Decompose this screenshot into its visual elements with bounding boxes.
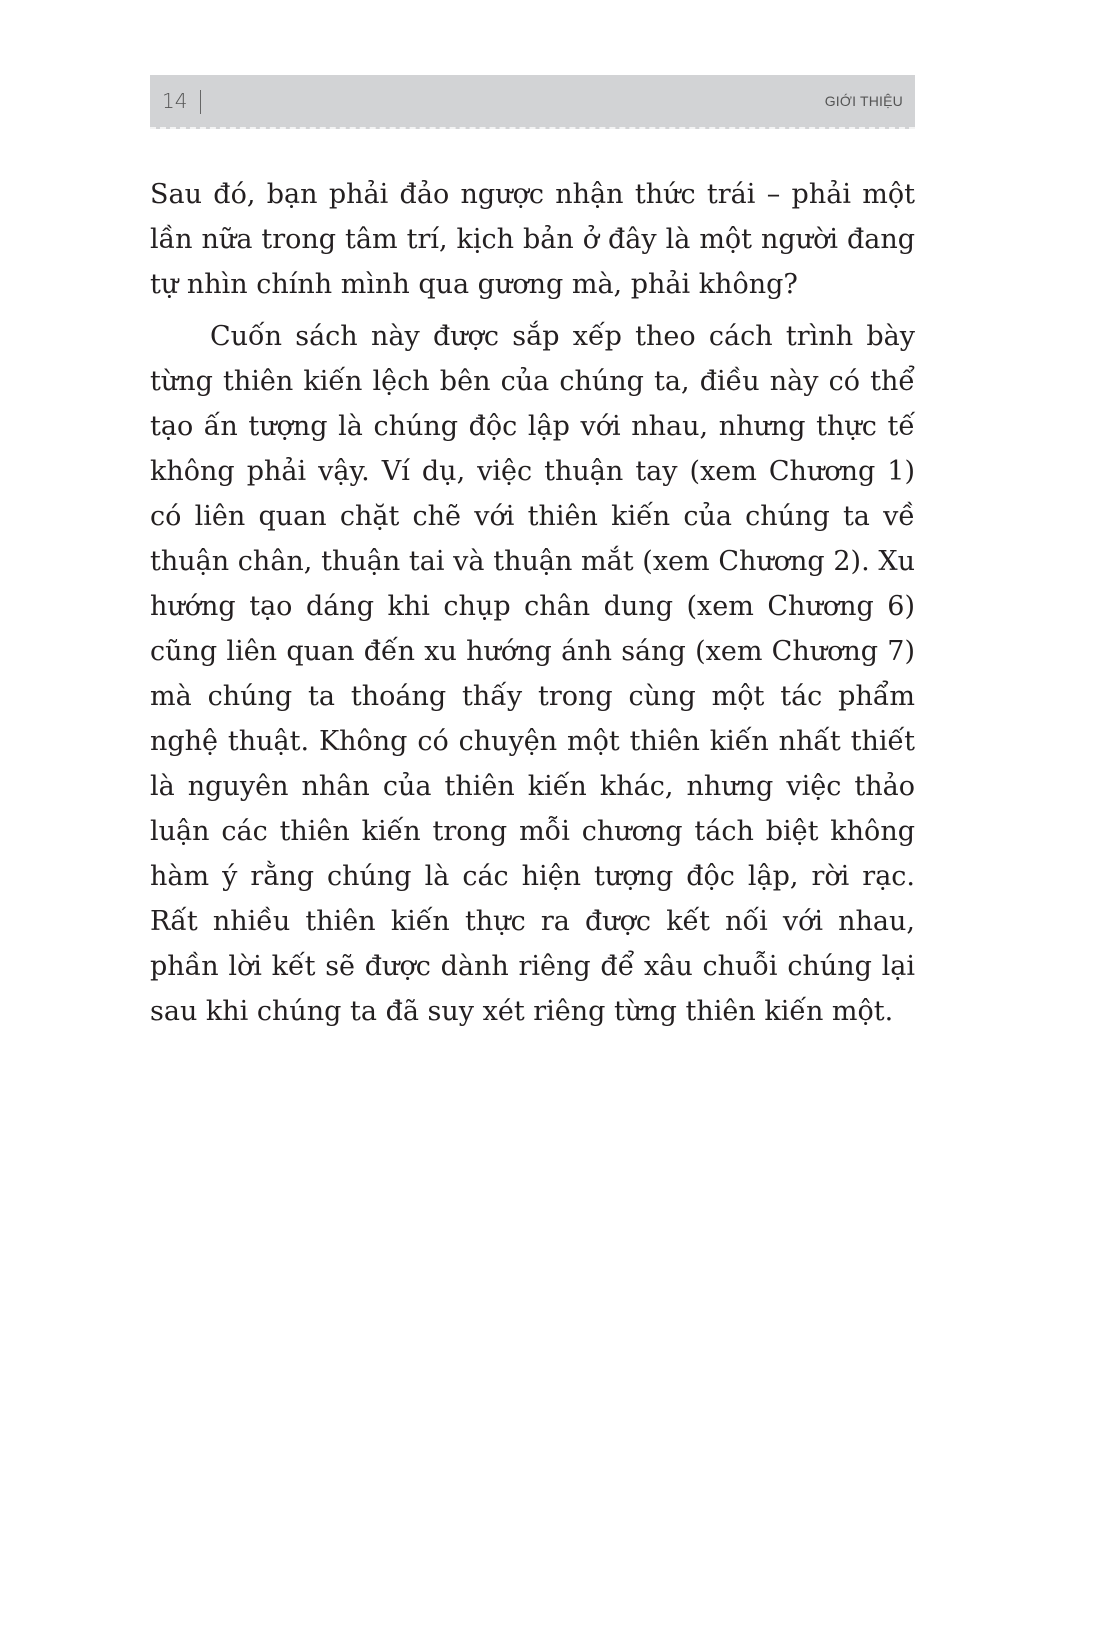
paragraph-1: Sau đó, bạn phải đảo ngược nhận thức trái – phải một lần nữa trong tâm trí, kịch bản ở đây là một người đang tự nhìn chính mình qua gương mà, phải không? (150, 179, 915, 300)
page-number: 14 (162, 89, 188, 113)
paragraph-2: Cuốn sách này được sắp xếp theo cách trình bày từng thiên kiến lệch bên của chúng ta, điều này có thể tạo ấn tượng là chúng độc lập với nhau, nhưng thực tế không phải vậy. Ví dụ, việc thuận tay (xem Chương 1) có liên quan chặt chẽ với thiên kiến của chúng ta về thuận chân, thuận tai và thuận mắt (xem Chương 2). Xu hướng tạo dáng khi chụp chân dung (xem Chương 6) cũng liên quan đến xu hướng ánh sáng (xem Chương 7) mà chúng ta thoáng thấy trong cùng một tác phẩm nghệ thuật. Không có chuyện một thiên kiến nhất thiết là nguyên nhân của thiên kiến khác, nhưng việc thảo luận các thiên kiến trong mỗi chương tách biệt không hàm ý rằng chúng là các hiện tượng độc lập, rời rạc. Rất nhiều thiên kiến thực ra được kết nối với nhau, phần lời kết sẽ được dành riêng để xâu chuỗi chúng lại sau khi chúng ta đã suy xét riêng từng thiên kiến một. (150, 321, 915, 1027)
body-text (150, 172, 915, 1041)
header-divider (200, 90, 201, 114)
running-header (150, 75, 915, 129)
section-title: GIỚI THIỆU (824, 93, 903, 109)
